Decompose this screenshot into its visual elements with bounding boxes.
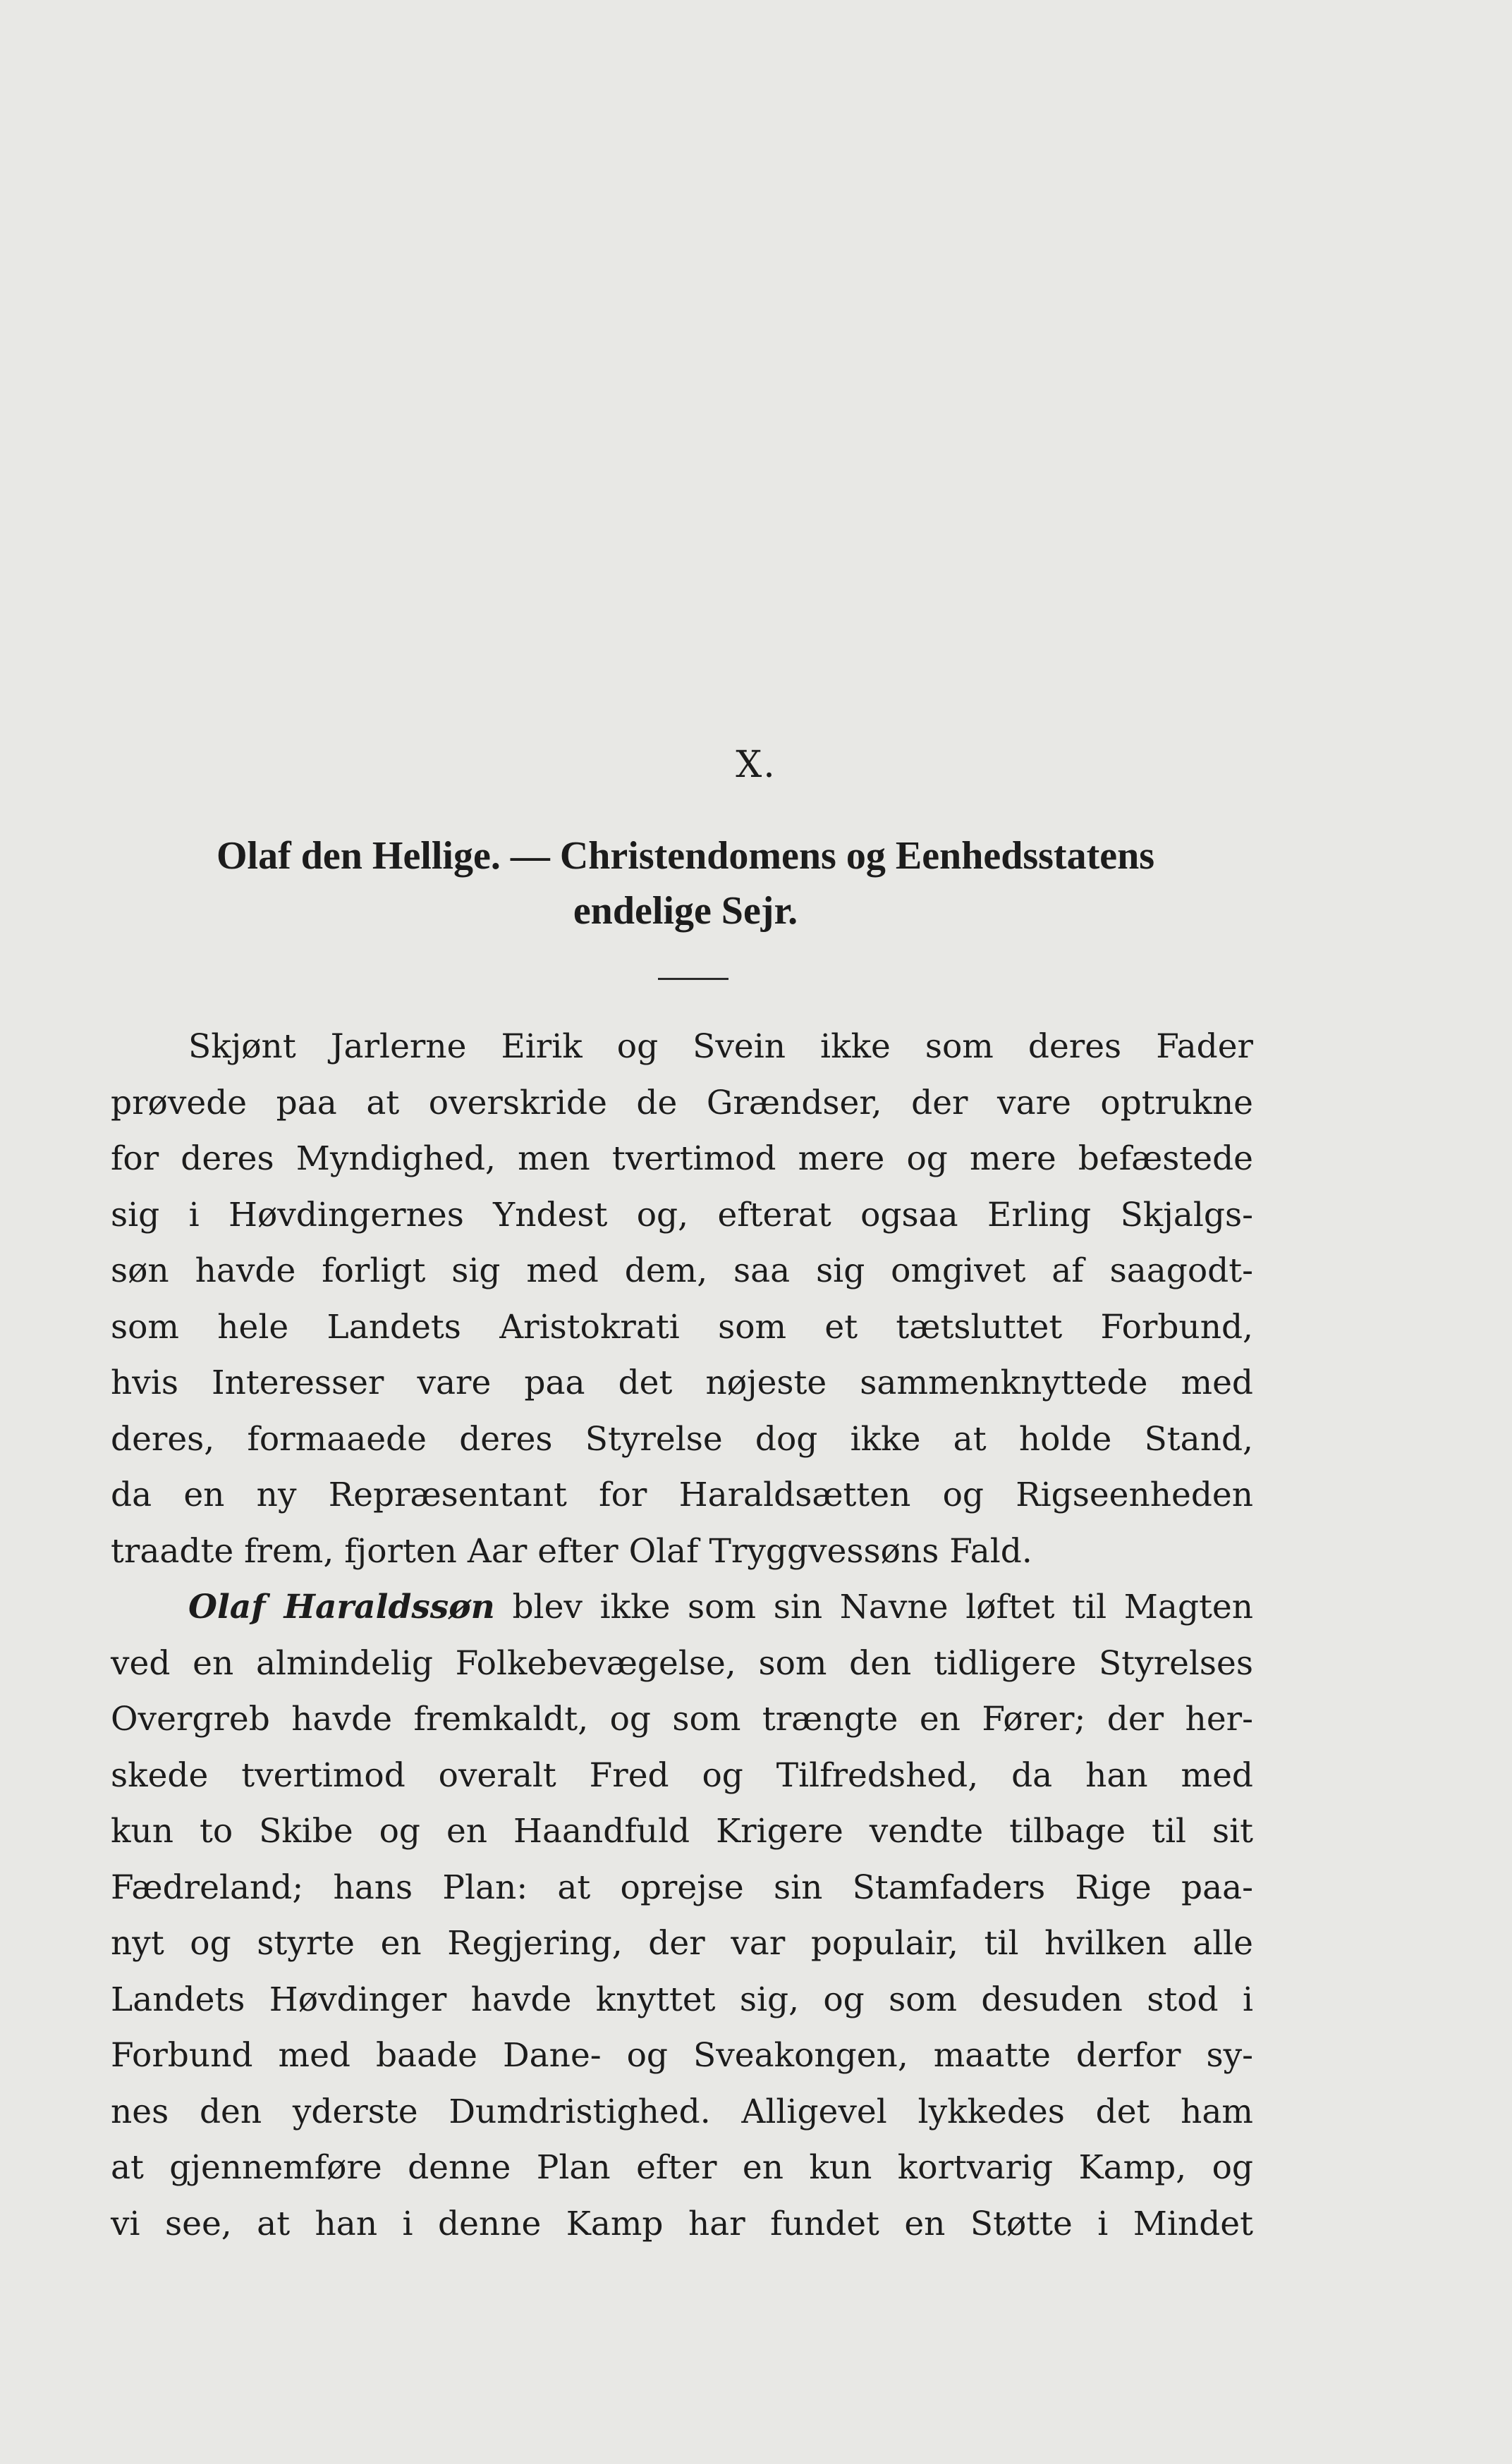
text-line: Landets Høvdinger havde knyttet sig, og som desuden stod i <box>111 1980 1253 2019</box>
text-line: traadte frem, fjorten Aar efter Olaf Tryggvessøns Fald. <box>111 1531 1032 1571</box>
text-line: Forbund med baade Dane- og Sveakongen, maatte derfor sy- <box>111 2036 1253 2075</box>
text-line: prøvede paa at overskride de Grændser, der vare optrukne <box>111 1083 1253 1122</box>
text-line: som hele Landets Aristokrati som et tætsluttet Forbund, <box>111 1307 1253 1347</box>
text-line: søn havde forligt sig med dem, saa sig omgivet af saagodt- <box>111 1251 1253 1290</box>
text-line <box>111 1579 1253 1636</box>
text-line: vi see, at han i denne Kamp har fundet en Støtte i Mindet <box>111 2204 1253 2243</box>
paragraph-2 <box>111 1579 1253 2252</box>
text-line: for deres Myndighed, men tvertimod mere og mere befæstede <box>111 1139 1253 1178</box>
text-line-rest: blev ikke som sin Navne løftet til Magten <box>494 1588 1253 1626</box>
text-line: Fædreland; hans Plan: at oprejse sin Stamfaders Rige paa- <box>111 1868 1253 1907</box>
chapter-title-line-1: Olaf den Hellige. — Christendomens og Eenhedsstatens <box>216 834 1155 878</box>
person-name: Olaf Haraldssøn <box>188 1588 495 1626</box>
text-line: Overgreb havde fremkaldt, og som trængte en Fører; der her- <box>111 1700 1253 1739</box>
text-line: nyt og styrte en Regjering, der var populair, til hvilken alle <box>111 1924 1253 1963</box>
chapter-number: X. <box>736 744 776 786</box>
text-line: da en ny Repræsentant for Haraldsætten og Rigseenheden <box>111 1476 1253 1514</box>
text-line: ved en almindelig Folkebevægelse, som den tidligere Styrelses <box>111 1643 1253 1683</box>
chapter-title-line-2: endelige Sejr. <box>573 889 798 933</box>
title-divider <box>658 978 728 980</box>
text-line: sig i Høvdingernes Yndest og, efterat ogsaa Erling Skjalgs- <box>111 1195 1253 1234</box>
text-line: hvis Interesser vare paa det nøjeste sammenknyttede med <box>111 1363 1253 1402</box>
text-line: deres, formaaede deres Styrelse dog ikke at holde Stand, <box>111 1419 1253 1459</box>
text-line: skede tvertimod overalt Fred og Tilfredshed, da han med <box>111 1755 1253 1795</box>
text-line: Skjønt Jarlerne Eirik og Svein ikke som deres Fader <box>188 1027 1253 1066</box>
chapter-title <box>169 828 1202 938</box>
text-line: nes den yderste Dumdristighed. Alligevel lykkedes det ham <box>111 2092 1253 2131</box>
text-line: kun to Skibe og en Haandfuld Krigere vendte tilbage til sit <box>111 1812 1253 1851</box>
body-text <box>111 1019 1253 2252</box>
text-line: at gjennemføre denne Plan efter en kun kortvarig Kamp, og <box>111 2148 1253 2187</box>
paragraph-1 <box>111 1019 1253 1579</box>
